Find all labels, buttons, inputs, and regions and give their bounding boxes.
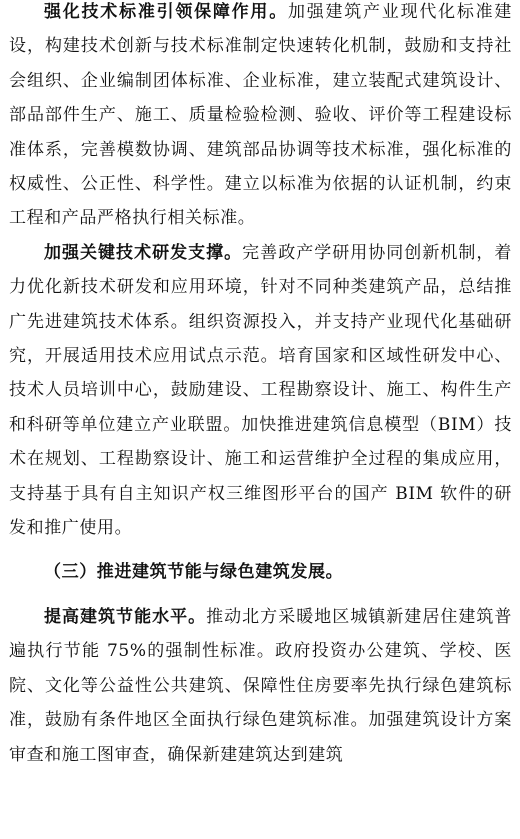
paragraph-key-technology [9, 236, 512, 546]
paragraph-body: 推动北方采暖地区城镇新建居住建筑普遍执行节能 75%的强制性标准。政府投资办公建筑、学校、医院、文化等公益性公共建筑、保障性住房要率先执行绿色建筑标准，鼓励有条件地区全面执行绿色建筑标准。加强建筑设计方案审查和施工图审查，确保新建建筑达到建筑 [9, 606, 512, 765]
paragraph-lead: 提高建筑节能水平。 [44, 606, 207, 627]
paragraph-body: 加强建筑产业现代化标准建设，构建技术创新与技术标准制定快速转化机制，鼓励和支持社会组织、企业编制团体标准、企业标准，建立装配式建筑设计、部品部件生产、施工、质量检验检测、验收、评价等工程建设标准体系，完善模数协调、建筑部品协调等技术标准，强化标准的权威性、公正性、科学性。建立以标准为依据的认证机制，约束工程和产品严格执行相关标准。 [9, 2, 512, 229]
paragraph-body: 完善政产学研用协同创新机制，着力优化新技术研发和应用环境，针对不同种类建筑产品，总结推广先进建筑技术体系。组织资源投入，并支持产业现代化基础研究，开展适用技术应用试点示范。培育国家和区域性研发中心、技术人员培训中心，鼓励建设、工程勘察设计、施工、构件生产和科研等单位建立产业联盟。加快推进建筑信息模型（BIM）技术在规划、工程勘察设计、施工和运营维护全过程的集成应用，支持基于具有自主知识产权三维图形平台的国产 BIM 软件的研发和推广使用。 [9, 242, 512, 539]
section-heading: （三）推进建筑节能与绿色建筑发展。 [44, 561, 344, 582]
paragraph-energy-efficiency [9, 600, 512, 772]
paragraph-lead: 加强关键技术研发支撑。 [44, 242, 243, 263]
paragraph-technical-standards [9, 0, 512, 236]
paragraph-lead: 强化技术标准引领保障作用。 [44, 2, 288, 22]
